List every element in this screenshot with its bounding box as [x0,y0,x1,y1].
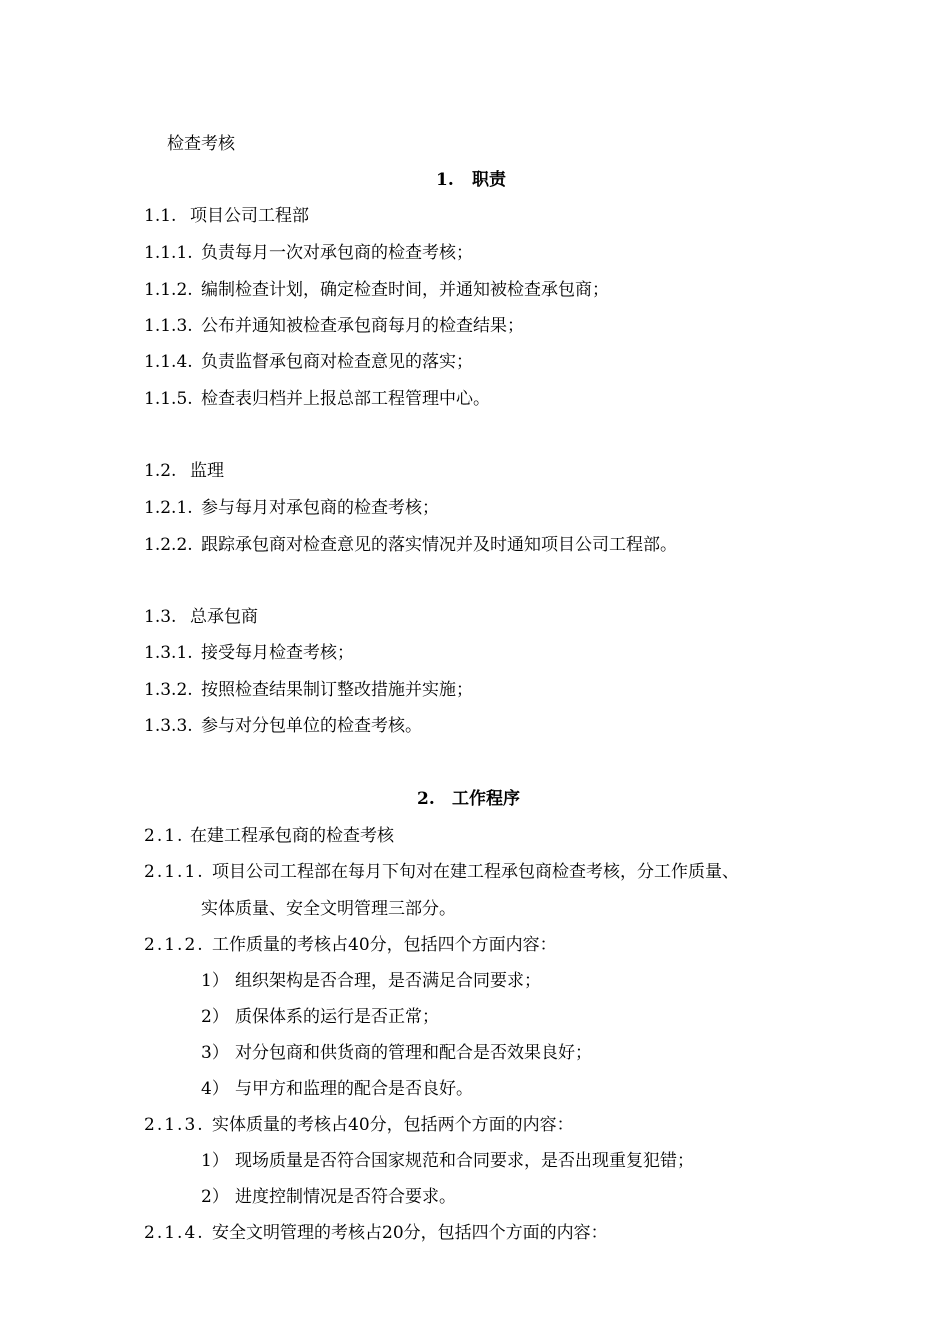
list-item [144,607,258,627]
item-text: 参与每月对承包商的检查考核； [201,498,439,518]
item-text: 在建工程承包商的检查考核 [190,826,394,846]
item-text: 实体质量的考核占40分，包括两个方面的内容： [212,1115,574,1135]
list-item [144,1115,574,1135]
item-text: 进度控制情况是否符合要求。 [235,1187,456,1207]
list-item [144,716,422,736]
list-item [144,280,609,300]
list-item [144,862,739,882]
section-heading-2 [417,789,520,809]
item-text: 编制检查计划，确定检查时间，并通知被检查承包商； [201,280,609,300]
item-number: 2.1.1. [144,862,205,882]
list-item [144,461,224,481]
list-item [144,206,309,226]
item-number: 1.1.3. [144,316,193,336]
item-number: 1.2. [144,461,177,481]
item-text: 负责监督承包商对检查意见的落实； [201,352,473,372]
item-text: 安全文明管理的考核占20分，包括四个方面的内容： [212,1223,608,1243]
item-number: 1.3.1. [144,643,193,663]
section-heading-number: 1. [436,170,454,190]
item-number: 3） [201,1043,229,1063]
item-number: 2.1. [144,826,185,846]
item-number: 2.1.4. [144,1223,205,1243]
sub-list-item [201,1043,592,1063]
item-text: 项目公司工程部在每月下旬对在建工程承包商检查考核，分工作质量、 [212,862,739,882]
item-text: 与甲方和监理的配合是否良好。 [235,1079,473,1099]
sub-list-item [201,971,541,991]
item-number: 1.1. [144,206,177,226]
item-text: 接受每月检查考核； [201,643,354,663]
sub-list-item [201,1187,456,1207]
item-text: 组织架构是否合理，是否满足合同要求； [235,971,541,991]
item-number: 1） [201,1151,229,1171]
doc-title: 检查考核 [167,134,235,154]
list-item [144,535,677,555]
item-text: 参与对分包单位的检查考核。 [201,716,422,736]
section-heading-text: 职责 [472,170,506,190]
item-number: 1.2.1. [144,498,193,518]
item-text: 检查表归档并上报总部工程管理中心。 [201,389,490,409]
list-item [144,826,394,846]
list-item [144,935,557,955]
item-number: 1.3. [144,607,177,627]
item-number: 1.3.3. [144,716,193,736]
section-heading-number: 2. [417,789,435,809]
item-text: 监理 [190,461,224,481]
item-text: 现场质量是否符合国家规范和合同要求，是否出现重复犯错； [235,1151,694,1171]
item-text: 项目公司工程部 [190,206,309,226]
list-item [144,643,354,663]
section-heading-text: 工作程序 [452,789,520,809]
item-number: 2.1.2. [144,935,205,955]
item-number: 1.1.4. [144,352,193,372]
sub-list-item [201,1007,439,1027]
item-number: 2） [201,1187,229,1207]
list-item [144,1223,608,1243]
item-number: 2） [201,1007,229,1027]
list-item [144,352,473,372]
item-number: 1.1.2. [144,280,193,300]
list-item [144,243,473,263]
item-text: 对分包商和供货商的管理和配合是否效果良好； [235,1043,592,1063]
item-text: 工作质量的考核占40分，包括四个方面内容： [212,935,557,955]
item-text: 总承包商 [190,607,258,627]
sub-list-item [201,1151,694,1171]
section-heading-1 [436,170,506,190]
item-number: 1.1.5. [144,389,193,409]
item-number: 2.1.3. [144,1115,205,1135]
list-item-continuation: 实体质量、安全文明管理三部分。 [201,899,456,919]
item-text: 按照检查结果制订整改措施并实施； [201,680,473,700]
list-item [144,498,439,518]
item-text: 质保体系的运行是否正常； [235,1007,439,1027]
item-number: 1） [201,971,229,991]
item-number: 1.1.1. [144,243,193,263]
list-item [144,316,524,336]
item-text: 跟踪承包商对检查意见的落实情况并及时通知项目公司工程部。 [201,535,677,555]
item-number: 1.3.2. [144,680,193,700]
list-item [144,389,490,409]
item-text: 负责每月一次对承包商的检查考核； [201,243,473,263]
list-item [144,680,473,700]
item-text: 公布并通知被检查承包商每月的检查结果； [201,316,524,336]
item-number: 4） [201,1079,229,1099]
sub-list-item [201,1079,473,1099]
item-number: 1.2.2. [144,535,193,555]
